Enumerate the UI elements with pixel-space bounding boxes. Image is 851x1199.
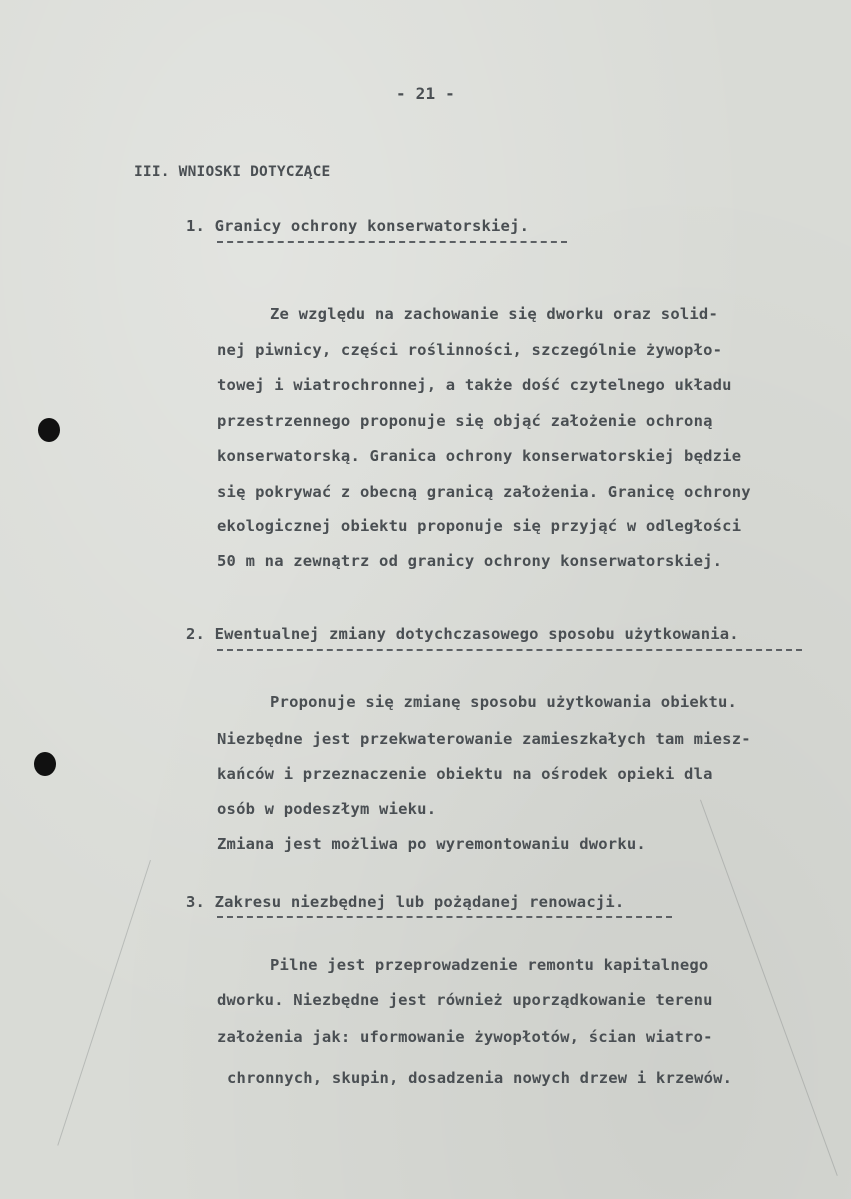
heading-2: 2. Ewentualnej zmiany dotychczasowego sposobu użytkowania.	[186, 625, 739, 643]
paragraph-3-line: założenia jak: uformowanie żywopłotów, ścian wiatro-	[217, 1028, 713, 1046]
heading-1-underline	[217, 241, 567, 243]
paragraph-2-line: Proponuje się zmianę sposobu użytkowania obiektu.	[270, 693, 738, 711]
paragraph-1-line: Ze względu na zachowanie się dworku oraz solid-	[270, 305, 718, 323]
paragraph-1-line: przestrzennego proponuje się objąć założenie ochroną	[217, 412, 713, 430]
heading-2-underline	[217, 649, 802, 651]
paper-fold-line	[700, 800, 838, 1176]
paragraph-2-line: osób w podeszłym wieku.	[217, 800, 437, 818]
heading-1: 1. Granicy ochrony konserwatorskiej.	[186, 217, 530, 235]
paragraph-2-line: Zmiana jest możliwa po wyremontowaniu dworku.	[217, 835, 646, 853]
section-title: III. WNIOSKI DOTYCZĄCE	[134, 164, 331, 180]
heading-3: 3. Zakresu niezbędnej lub pożądanej renowacji.	[186, 893, 625, 911]
punch-hole	[38, 418, 60, 442]
paragraph-1-line: 50 m na zewnątrz od granicy ochrony konserwatorskiej.	[217, 552, 723, 570]
paragraph-3-line: chronnych, skupin, dosadzenia nowych drzew i krzewów.	[227, 1069, 733, 1087]
paragraph-1-line: ekologicznej obiektu proponuje się przyjąć w odległości	[217, 517, 742, 535]
paragraph-3-line: dworku. Niezbędne jest również uporządkowanie terenu	[217, 991, 713, 1009]
paragraph-2-line: Niezbędne jest przekwaterowanie zamieszkałych tam miesz-	[217, 730, 751, 748]
paragraph-1-line: się pokrywać z obecną granicą założenia. Granicę ochrony	[217, 483, 751, 501]
paragraph-1-line: nej piwnicy, części roślinności, szczególnie żywopło-	[217, 341, 723, 359]
paragraph-3-line: Pilne jest przeprowadzenie remontu kapitalnego	[270, 956, 709, 974]
paragraph-1-line: towej i wiatrochronnej, a także dość czytelnego układu	[217, 376, 732, 394]
paragraph-1-line: konserwatorską. Granica ochrony konserwatorskiej będzie	[217, 447, 742, 465]
paper-fold-line	[57, 860, 151, 1146]
punch-hole	[34, 752, 56, 776]
page-number: - 21 -	[396, 84, 455, 103]
paragraph-2-line: kańców i przeznaczenie obiektu na ośrodek opieki dla	[217, 765, 713, 783]
heading-3-underline	[217, 916, 672, 918]
